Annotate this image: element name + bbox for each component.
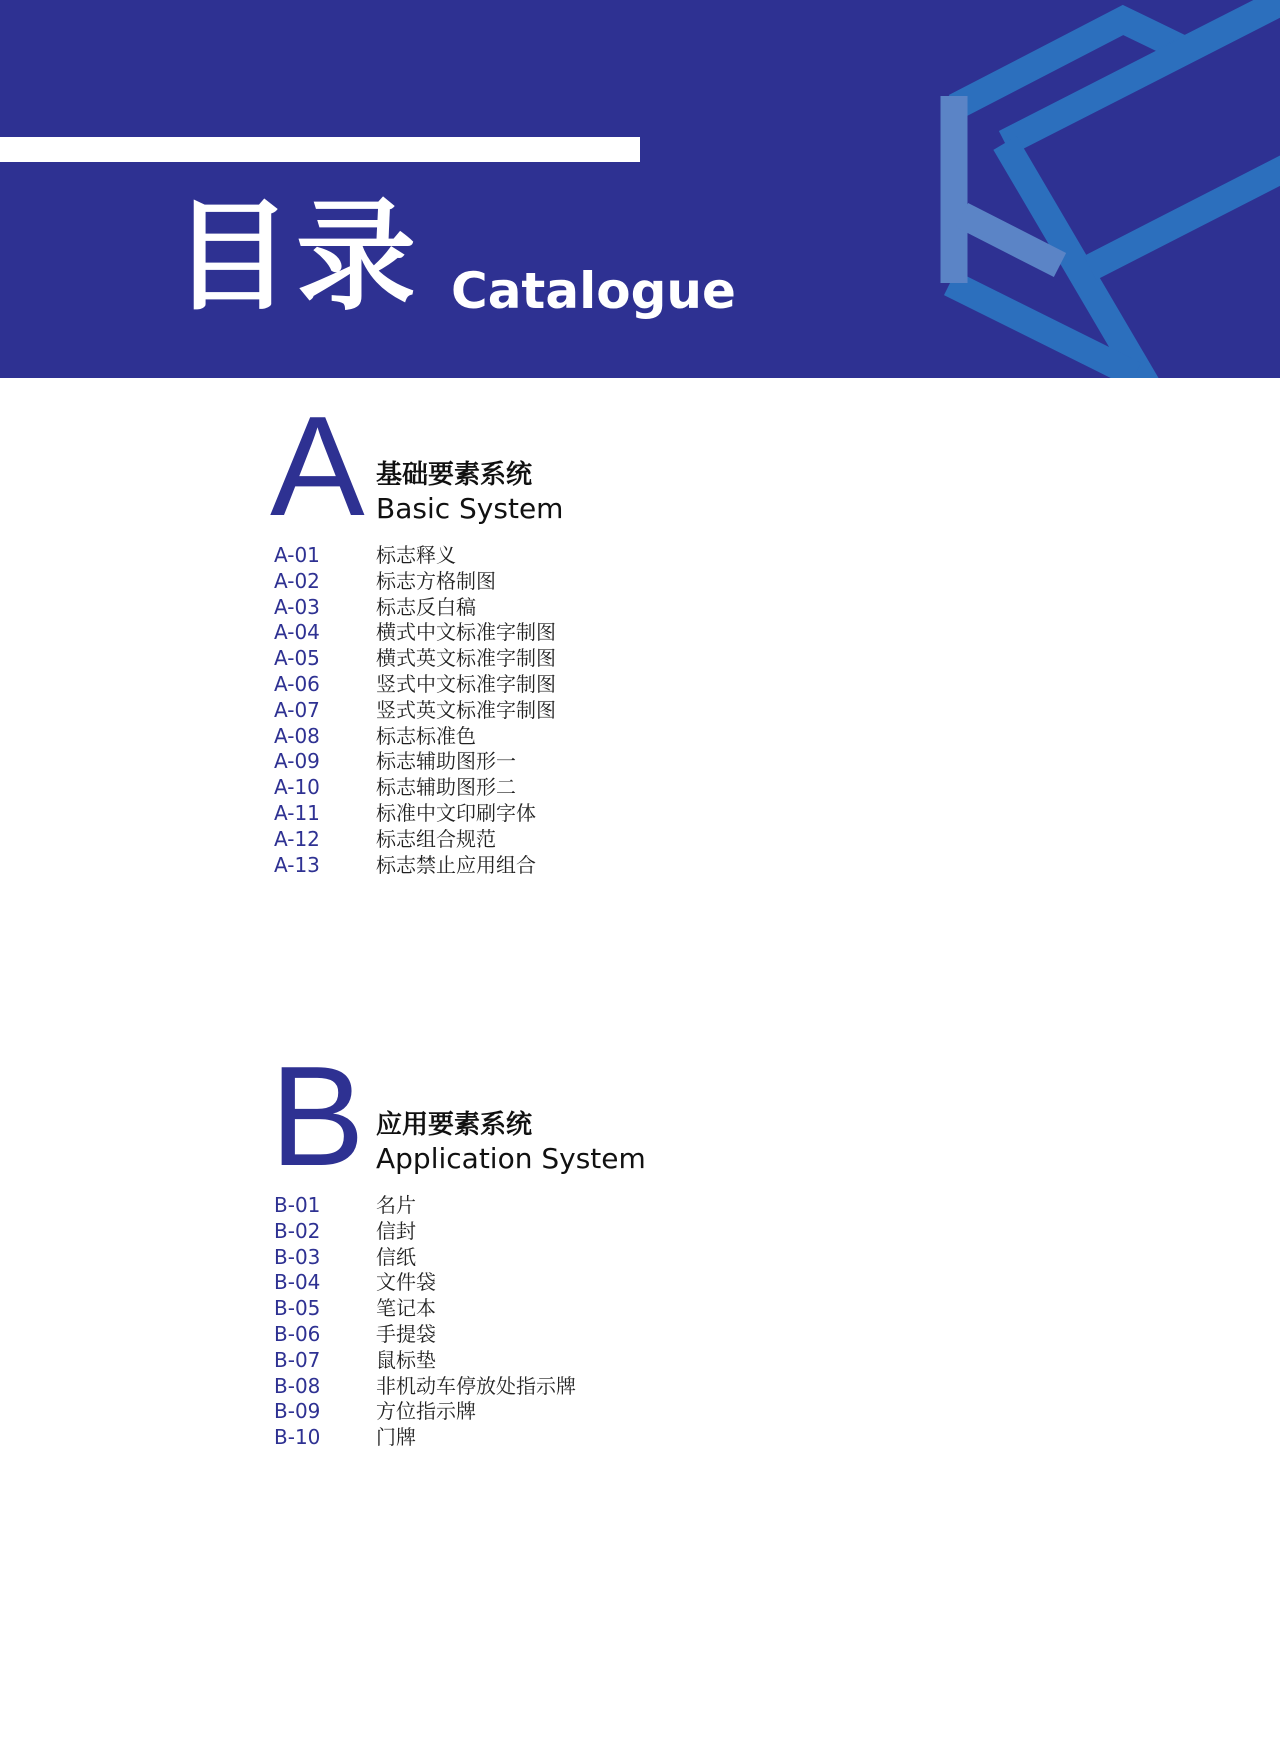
item-code: A-01 [274, 543, 320, 567]
item-code: B-01 [274, 1193, 321, 1217]
list-item [274, 1374, 576, 1400]
header-white-bar [0, 137, 640, 162]
section-list [274, 543, 556, 878]
item-label: 门牌 [376, 1425, 416, 1450]
item-label: 文件袋 [376, 1270, 436, 1295]
item-code: A-05 [274, 646, 320, 671]
list-item [274, 646, 556, 672]
header-banner [0, 0, 1280, 378]
list-item [274, 1348, 576, 1374]
list-item [274, 1270, 576, 1296]
item-label: 标准中文印刷字体 [376, 800, 536, 825]
item-code: A-12 [274, 826, 320, 851]
item-label: 非机动车停放处指示牌 [376, 1373, 576, 1398]
list-item [274, 569, 556, 595]
item-code: B-08 [274, 1373, 321, 1398]
item-code: B-05 [274, 1296, 321, 1321]
item-code: B-10 [274, 1425, 321, 1450]
list-item [274, 724, 556, 750]
item-code: A-07 [274, 697, 320, 722]
section-list [274, 1193, 576, 1451]
item-code: A-09 [274, 749, 320, 774]
page-title-en: Catalogue [451, 262, 736, 320]
item-label: 信封 [376, 1218, 416, 1243]
item-label: 标志反白稿 [376, 594, 476, 619]
list-item [274, 827, 556, 853]
item-label: 横式中文标准字制图 [376, 620, 556, 645]
item-code: B-04 [274, 1270, 321, 1295]
item-label: 鼠标垫 [376, 1347, 436, 1372]
section-title-cn: 基础要素系统 [376, 460, 533, 490]
section-title-en: Application System [376, 1142, 646, 1175]
list-item [274, 1399, 576, 1425]
list-item [274, 853, 556, 879]
item-code: A-06 [274, 671, 320, 696]
list-item [274, 1193, 576, 1219]
item-code: B-02 [274, 1218, 321, 1243]
item-code: A-10 [274, 775, 320, 800]
item-code: A-03 [274, 594, 320, 619]
list-item [274, 672, 556, 698]
list-item [274, 775, 556, 801]
list-item [274, 1219, 576, 1245]
list-item [274, 1322, 576, 1348]
item-label: 标志组合规范 [376, 826, 496, 851]
item-code: A-04 [274, 620, 320, 645]
list-item [274, 595, 556, 621]
item-label: 竖式中文标准字制图 [376, 671, 556, 696]
item-label: 横式英文标准字制图 [376, 646, 556, 671]
item-label: 标志禁止应用组合 [376, 852, 536, 877]
item-label: 竖式英文标准字制图 [376, 697, 556, 722]
list-item [274, 1296, 576, 1322]
item-label: 名片 [376, 1193, 416, 1217]
item-label: 信纸 [376, 1244, 416, 1269]
section-letter: A [270, 387, 365, 546]
item-code: B-07 [274, 1347, 321, 1372]
item-label: 标志标准色 [376, 723, 476, 748]
section-title-cn: 应用要素系统 [376, 1110, 533, 1140]
item-code: A-13 [274, 852, 320, 877]
section-title-en: Basic System [376, 492, 564, 525]
section-letter: B [270, 1037, 365, 1196]
item-label: 标志辅助图形一 [376, 749, 516, 774]
list-item [274, 1245, 576, 1271]
item-label: 标志辅助图形二 [376, 775, 516, 800]
list-item [274, 543, 556, 569]
item-label: 笔记本 [376, 1296, 436, 1321]
item-label: 方位指示牌 [376, 1399, 476, 1424]
item-code: A-11 [274, 800, 320, 825]
page-title-cn: 目录 [172, 188, 420, 327]
item-code: B-09 [274, 1399, 321, 1424]
item-label: 标志释义 [376, 543, 456, 567]
item-code: A-08 [274, 723, 320, 748]
list-item [274, 801, 556, 827]
list-item [274, 698, 556, 724]
item-label: 手提袋 [376, 1321, 436, 1346]
list-item [274, 1425, 576, 1451]
item-code: B-03 [274, 1244, 321, 1269]
item-code: B-06 [274, 1321, 321, 1346]
item-label: 标志方格制图 [376, 568, 496, 593]
item-code: A-02 [274, 568, 320, 593]
list-item [274, 749, 556, 775]
list-item [274, 620, 556, 646]
